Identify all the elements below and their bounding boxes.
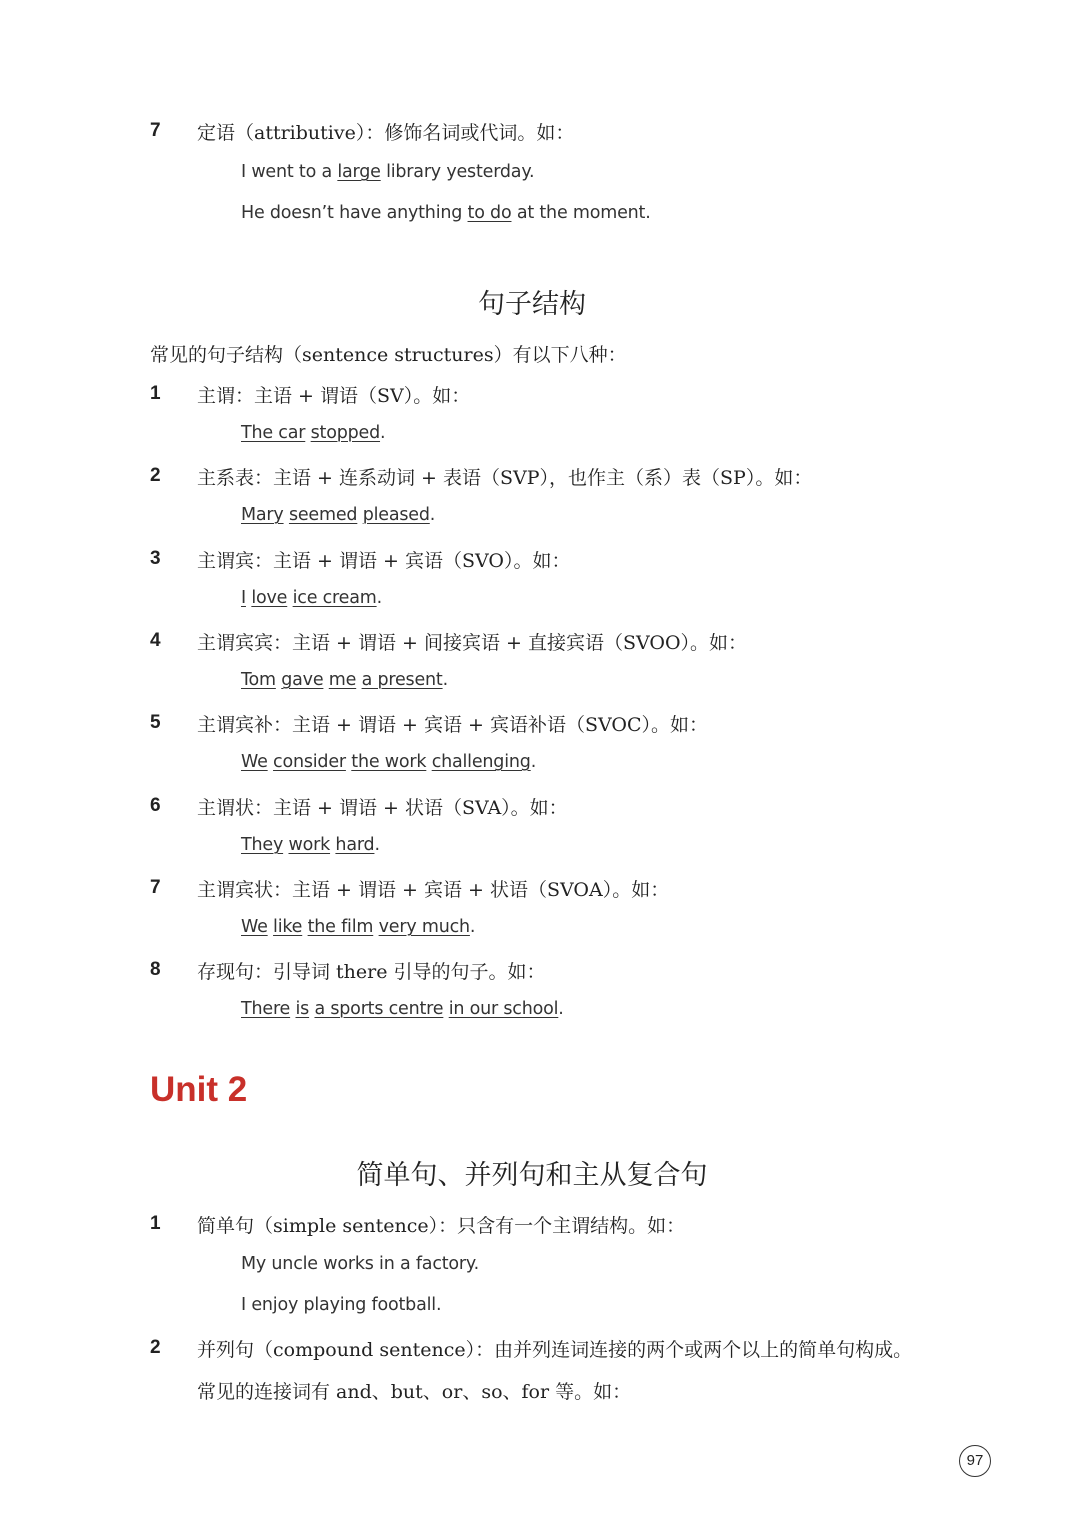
item-text: 主谓宾补：主语 + 谓语 + 宾语 + 宾语补语（SVOC）。如： bbox=[197, 714, 709, 736]
sentence-component: We bbox=[241, 917, 268, 937]
sentence-component: the work bbox=[351, 752, 427, 772]
item-text: 主谓状：主语 + 谓语 + 状语（SVA）。如： bbox=[197, 797, 568, 819]
sentence-component: stopped bbox=[310, 423, 381, 443]
item-text-continued: 常见的连接词有 and、but、or、so、for 等。如： bbox=[197, 1381, 632, 1403]
item-text: 主谓：主语 + 谓语（SV）。如： bbox=[197, 385, 471, 407]
item-text: 主系表：主语 + 连系动词 + 表语（SVP），也作主（系）表（SP）。如： bbox=[197, 467, 813, 489]
item-number: 1 bbox=[150, 383, 161, 404]
item-number: 5 bbox=[150, 712, 161, 733]
example-sentence: We consider the work challenging. bbox=[241, 752, 537, 772]
sentence-component: Tom bbox=[241, 670, 276, 690]
sentence-component: We bbox=[241, 752, 268, 772]
sentence-component: like bbox=[273, 917, 303, 937]
example-sentence: Mary seemed pleased. bbox=[241, 505, 436, 525]
example-sentence: I love ice cream. bbox=[241, 588, 382, 608]
page-number: 97 bbox=[959, 1445, 991, 1477]
sentence-component: There bbox=[241, 999, 291, 1019]
item-text: 并列句（compound sentence）：由并列连词连接的两个或两个以上的简单句构成。 bbox=[197, 1339, 913, 1361]
sentence-component: seemed bbox=[288, 505, 358, 525]
item-text: 主谓宾状：主语 + 谓语 + 宾语 + 状语（SVOA）。如： bbox=[197, 879, 670, 901]
sentence-component: work bbox=[288, 835, 331, 855]
example-sentence: I went to a large library yesterday. bbox=[241, 162, 535, 182]
item-text: 定语（attributive）：修饰名词或代词。如： bbox=[197, 122, 575, 144]
sentence-component: I bbox=[241, 588, 246, 608]
section-title: 简单句、并列句和主从复合句 bbox=[356, 1160, 708, 1191]
example-sentence: Tom gave me a present. bbox=[241, 670, 448, 690]
sentence-component: pleased bbox=[362, 505, 430, 525]
sentence-component: in our school bbox=[448, 999, 559, 1019]
sentence-component: a present bbox=[361, 670, 443, 690]
sentence-component: a sports centre bbox=[314, 999, 444, 1019]
sentence-component: is bbox=[295, 999, 310, 1019]
example-sentence: We like the film very much. bbox=[241, 917, 476, 937]
item-number: 3 bbox=[150, 548, 161, 569]
section-title: 句子结构 bbox=[478, 289, 586, 320]
item-number: 7 bbox=[150, 120, 161, 141]
example-sentence: I enjoy playing football. bbox=[241, 1295, 442, 1315]
sentence-component: Mary bbox=[241, 505, 284, 525]
item-number: 2 bbox=[150, 1337, 161, 1358]
sentence-component: The car bbox=[241, 423, 306, 443]
example-sentence: He doesn’t have anything to do at the moment. bbox=[241, 203, 651, 223]
item-number: 4 bbox=[150, 630, 161, 651]
sentence-component: very much bbox=[378, 917, 470, 937]
sentence-component: ice cream bbox=[292, 588, 377, 608]
sentence-component: They bbox=[241, 835, 284, 855]
item-number: 6 bbox=[150, 795, 161, 816]
item-text: 简单句（simple sentence）：只含有一个主谓结构。如： bbox=[197, 1215, 686, 1237]
item-text: 主谓宾：主语 + 谓语 + 宾语（SVO）。如： bbox=[197, 550, 571, 572]
section-intro: 常见的句子结构（sentence structures）有以下八种： bbox=[150, 344, 627, 366]
item-text: 存现句：引导词 there 引导的句子。如： bbox=[197, 961, 546, 983]
example-sentence: There is a sports centre in our school. bbox=[241, 999, 564, 1019]
item-number: 8 bbox=[150, 959, 161, 980]
example-sentence: My uncle works in a factory. bbox=[241, 1254, 479, 1274]
example-sentence: The car stopped. bbox=[241, 423, 386, 443]
sentence-component: love bbox=[251, 588, 288, 608]
item-number: 2 bbox=[150, 465, 161, 486]
sentence-component: gave bbox=[281, 670, 324, 690]
item-text: 主谓宾宾：主语 + 谓语 + 间接宾语 + 直接宾语（SVOO）。如： bbox=[197, 632, 748, 654]
sentence-component: challenging bbox=[431, 752, 531, 772]
sentence-component: hard bbox=[335, 835, 375, 855]
example-sentence: They work hard. bbox=[241, 835, 380, 855]
sentence-component: me bbox=[328, 670, 357, 690]
unit-title: Unit 2 bbox=[150, 1070, 248, 1109]
sentence-component: the film bbox=[307, 917, 374, 937]
sentence-component: consider bbox=[273, 752, 346, 772]
item-number: 1 bbox=[150, 1213, 161, 1234]
item-number: 7 bbox=[150, 877, 161, 898]
